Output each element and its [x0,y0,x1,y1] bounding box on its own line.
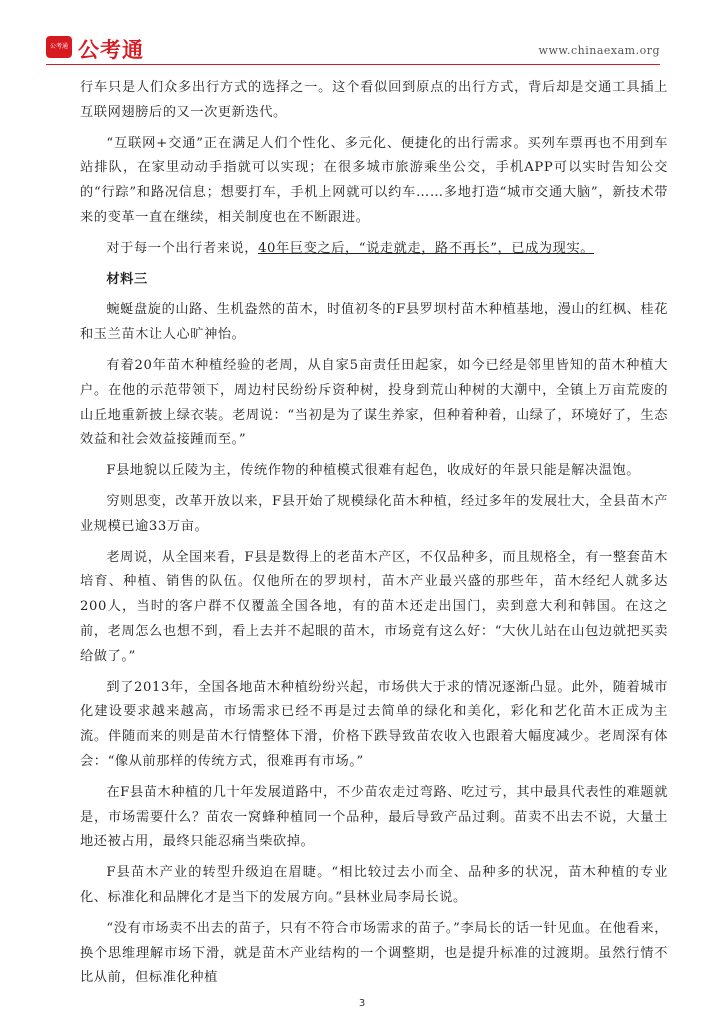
section-title: 材料三 [106,271,148,287]
paragraph-6: F县地貌以丘陵为主，传统作物的种植模式很难有起色，收成好的年景只能是解决温饱。 [106,463,641,479]
page-header [46,34,660,66]
paragraph-3 [80,237,668,262]
paragraph-8: 老周说，从全国来看，F县是数得上的老苗木产区，不仅品种多，而且规格全，有一整套苗木培育、种植、销售的队伍。仅他所在的罗坝村，苗木产业最兴盛的那些年，苗木经纪人就多达200人，当时的客户群不仅覆盖全国各地，有的苗木还走出国门，卖到意大利和韩国。在这之前，老周怎么也想不到，看上去并不起眼的苗木，市场竟有这么好：“大伙儿站在山包边就把买卖给做了。” [80,549,668,664]
page-number: 3 [358,998,366,1009]
paragraph-12: “没有市场卖不出去的苗子，只有不符合市场需求的苗子。”李局长的话一针见血。在他看来，换个思维理解市场下滑，就是苗木产业结构的一个调整期，也是提升标准的过渡期。虽然行情不比从前，但标准化种植 [80,920,668,986]
site-url[interactable]: www.chinaexam.org [538,44,660,57]
paragraph-9: 到了2013年，全国各地苗木种植纷纷兴起，市场供大于求的情况逐渐凸显。此外，随着城市化建设要求越来越高，市场需求已经不再是过去简单的绿化和美化，彩化和艺化苗木正成为主流。伴随而来的则是苗木行情整体下滑，价格下跌导致苗农收入也跟着大幅度减少。老周深有体会：“像从前那样的传统方式，很难再有市场。” [80,679,668,769]
paragraph-3-underlined: 40年巨变之后，“说走就走，路不再长”，已成为现实。 [258,240,595,256]
paragraph-4: 蜿蜒盘旋的山路、生机盎然的苗木，时值初冬的F县罗坝村苗木种植基地，漫山的红枫、桂花和玉兰苗木让人心旷神怡。 [80,302,668,343]
paragraph-11: F县苗木产业的转型升级迫在眉睫。“相比较过去小而全、品种多的状况，苗木种植的专业化、标准化和品牌化才是当下的发展方向。”县林业局李局长说。 [80,865,668,905]
paragraph-10: 在F县苗木种植的几十年发展道路中，不少苗农走过弯路、吃过亏，其中最具代表性的难题就是，市场需要什么？苗农一窝蜂种植同一个品种，最后导致产品过剩。苗卖不出去不说，大量土地还被占用，最终只能忍痛当柴砍掉。 [80,784,668,850]
header-divider [46,64,660,65]
document-body [80,76,668,997]
logo-icon: 公考通 [46,36,72,58]
paragraph-1: 行车只是人们众多出行方式的选择之一。这个看似回到原点的出行方式，背后却是交通工具插上互联网翅膀后的又一次更新迭代。 [80,80,668,120]
paragraph-5: 有着20年苗木种植经验的老周，从自家5亩责任田起家，如今已经是邻里皆知的苗木种植大户。在他的示范带领下，周边村民纷纷斥资种树，投身到荒山种树的大潮中，全镇上万亩荒废的山丘地重新披上绿衣装。老周说：“当初是为了谋生养家，但种着种着，山绿了，环境好了，生态效益和社会效益接踵而至。” [80,357,668,448]
paragraph-2: “互联网+交通”正在满足人们个性化、多元化、便捷化的出行需求。买列车票再也不用到车站排队，在家里动动手指就可以实现；在很多城市旅游乘坐公交，手机APP可以实时告知公交的“行踪”和路况信息；想要打车，手机上网就可以约车……多地打造“城市交通大脑”，新技术带来的变革一直在继续，相关制度也在不断跟进。 [80,135,668,225]
paragraph-7: 穷则思变，改革开放以来，F县开始了规模绿化苗木种植，经过多年的发展壮大，全县苗木产业规模已逾33万亩。 [80,493,668,534]
paragraph-3-lead: 对于每一个出行者来说， [106,240,259,256]
brand-name: 公考通 [78,38,144,62]
